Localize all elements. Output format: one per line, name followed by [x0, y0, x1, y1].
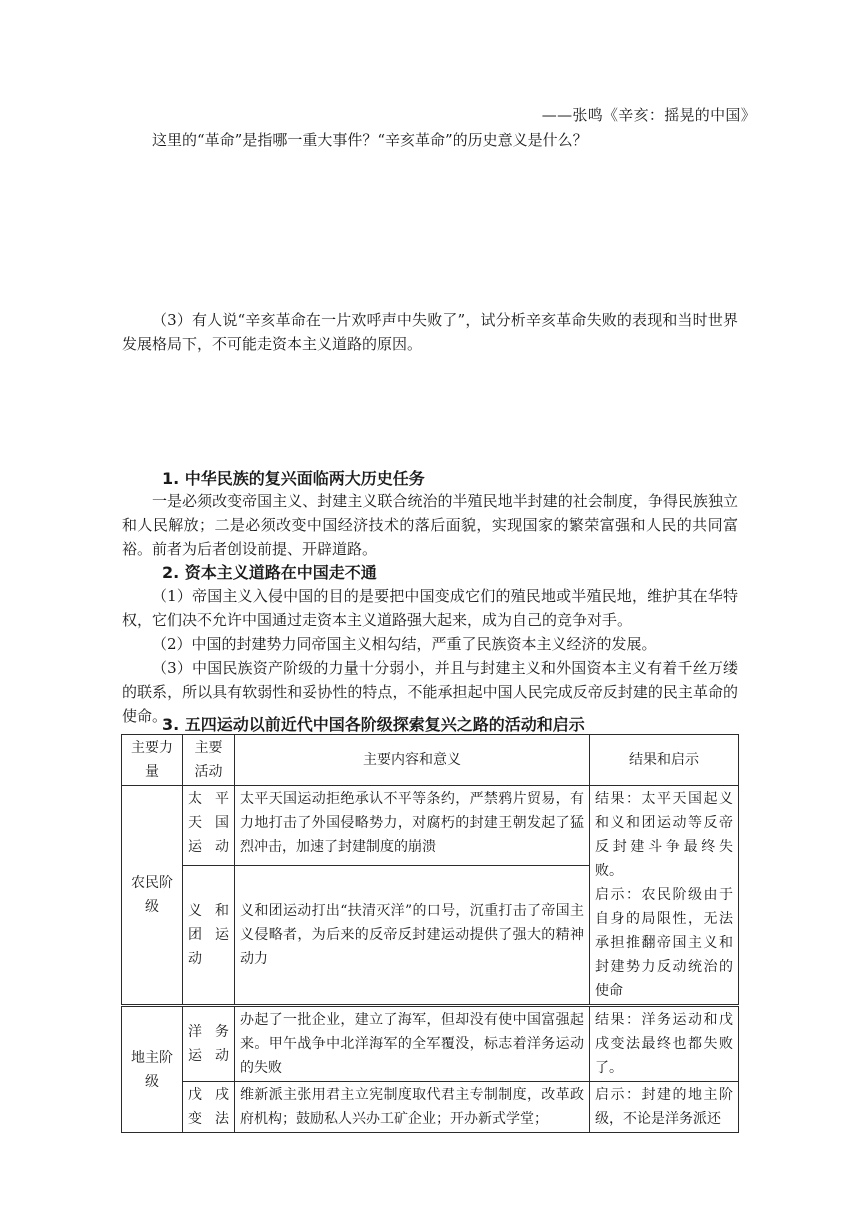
content-cell — [235, 1082, 590, 1133]
content-cell: 办起了一批企业，建立了海军，但却没有使中国富强起来。甲午战争中北洋海军的全军覆没，标志着洋务运动的失败 — [235, 1006, 590, 1082]
activity-cell: 戊戌变法 — [183, 1082, 235, 1133]
section-2-heading: 2. 资本主义道路在中国走不通 — [162, 563, 377, 582]
header-force: 主要力量 — [122, 735, 183, 786]
quote-attribution: ——张鸣《辛亥：摇晃的中国》 — [541, 106, 756, 124]
result-cell: 结果：洋务运动和戊戌变法最终也都失败了。 — [590, 1006, 739, 1082]
force-cell: 农民阶级 — [122, 786, 183, 1006]
content-cell: 义和团运动打出“扶清灭洋”的口号，沉重打击了帝国主义侵略者，为后来的反帝反封建运动提供了强大的精神动力 — [235, 866, 590, 1006]
table-row — [122, 1082, 739, 1133]
question-paragraph: 这里的“革命”是指哪一重大事件？“辛亥革命”的历史意义是什么？ — [152, 131, 588, 149]
insight-text: 启示：封建的地主阶级，不论是洋务派还 — [595, 1087, 733, 1127]
table-row — [122, 786, 739, 866]
content-cell: 太平天国运动拒绝承认不平等条约，严禁鸦片贸易，有力地打击了外国侵略势力，对腐朽的封建王朝发起了猛烈冲击，加速了封建制度的崩溃 — [235, 786, 590, 866]
section-2-point-1: （1）帝国主义入侵中国的目的是要把中国变成它们的殖民地或半殖民地，维护其在华特权，它们决不允许中国通过走资本主义道路强大起来，成为自己的竞争对手。 — [122, 587, 738, 629]
section-1-body: 一是必须改变帝国主义、封建主义联合统治的半殖民地半封建的社会制度，争得民族独立和人民解放；二是必须改变中国经济技术的落后面貌，实现国家的繁荣富强和人民的共同富裕。前者为后者创设前提、开辟道路。 — [122, 492, 738, 558]
activity-cell: 太平天国运动 — [183, 786, 235, 866]
table-header-row — [122, 735, 739, 786]
section-2-point-3: （3）中国民族资产阶级的力量十分弱小，并且与封建主义和外国资本主义有着千丝万缕的联系，所以具有软弱性和妥协性的特点，不能承担起中国人民完成反帝反封建的民主革命的使命。 — [122, 659, 738, 725]
section-2-point-2: （2）中国的封建势力同帝国主义相勾结，严重了民族资本主义经济的发展。 — [152, 635, 657, 653]
header-result: 结果和启示 — [590, 735, 739, 786]
content-text: 维新派主张用君主立宪制度取代君主专制制度，改革政府机构；鼓励私人兴办工矿企业；开办新式学堂； — [240, 1087, 584, 1127]
header-activity: 主要活动 — [183, 735, 235, 786]
activity-cell: 义和团运动 — [183, 866, 235, 1006]
table-row — [122, 1006, 739, 1082]
result-text: 结果：太平天国起义和义和团运动等反帝反封建斗争最终失败。 — [595, 791, 733, 879]
exploration-table — [121, 734, 739, 1133]
question-3-paragraph: （3）有人说“辛亥革命在一片欢呼声中失败了”，试分析辛亥革命失败的表现和当时世界发展格局下，不可能走资本主义道路的原因。 — [122, 311, 738, 353]
section-3-heading: 3. 五四运动以前近代中国各阶级探索复兴之路的活动和启示 — [162, 715, 585, 734]
result-cell — [590, 786, 739, 1006]
insight-cell — [590, 1082, 739, 1133]
activity-cell: 洋务运动 — [183, 1006, 235, 1082]
insight-text: 启示：农民阶级由于自身的局限性，无法承担推翻帝国主义和封建势力反动统治的使命 — [595, 887, 733, 999]
section-1-heading: 1. 中华民族的复兴面临两大历史任务 — [162, 469, 425, 488]
header-content: 主要内容和意义 — [235, 735, 590, 786]
force-cell: 地主阶级 — [122, 1006, 183, 1133]
